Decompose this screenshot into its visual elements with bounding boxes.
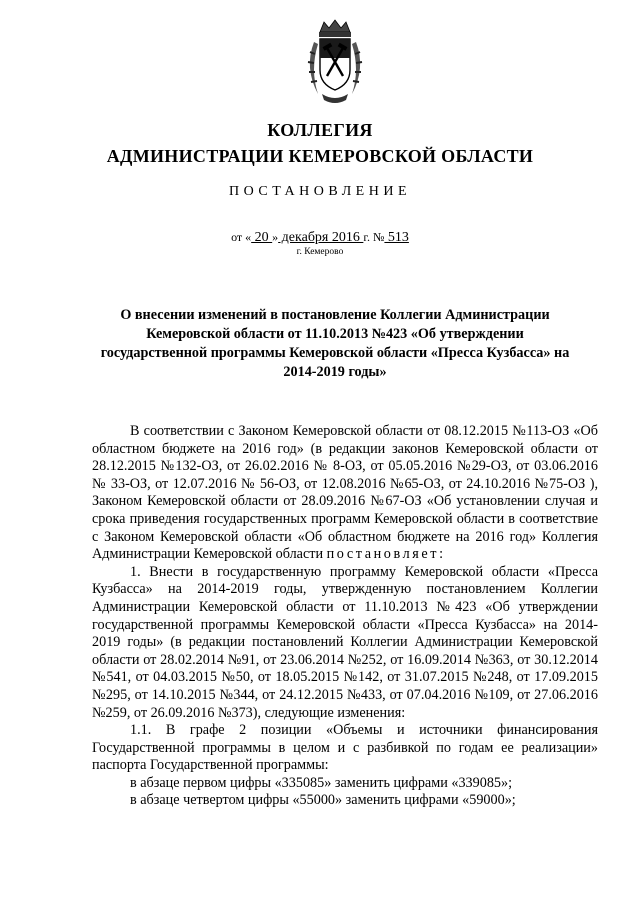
date-month-year: декабря 2016 <box>278 230 364 245</box>
preamble-text: В соответствии с Законом Кемеровской области от 08.12.2015 №113-ОЗ «Об областном бюджете на 2016 год» (в редакции законов Кемеровской области от 28.12.2015 №132-ОЗ, от 26.02.2016 № 8-ОЗ, от 05.05.2016 №29-ОЗ, от 03.06.2016 № 33-ОЗ, от 12.07.2016 № 56-ОЗ, от 12.08.2016 №65-ОЗ, от 24.10.2016 №75-ОЗ ), Законом Кемеровской области от 28.09.2016 №67-ОЗ «Об установлении случая и срока приведения государственных программ Кемеровской области в соответствие с Законом Кемеровской области «Об областном бюджете на 2016 год» Коллегия Администрации Кемеровской области <box>92 423 598 563</box>
document-body <box>92 423 598 810</box>
paragraph-amend-2: в абзаце четвертом цифры «55000» заменить цифрами «59000»; <box>130 792 516 809</box>
paragraph-item-1: 1. Внести в государственную программу Кемеровской области «Пресса Кузбасса» на 2014-2019 годы, утвержденную постановлением Коллегии Администрации Кемеровской области от 11.10.2013 №423 «Об утверждении государственной программы Кемеровской области «Пресса Кузбасса» на 2014-2019 годы» (в редакции постановлений Коллегии Администрации Кемеровской области от 28.02.2014 №91, от 23.06.2014 №252, от 16.09.2014 №363, от 30.12.2014 №541, от 04.03.2015 №50, от 18.05.2015 №142, от 31.07.2015 №248, от 17.09.2015 №295, от 14.10.2015 №344, от 24.12.2015 №433, от 07.04.2016 №109, от 27.06.2016 №259, от 26.09.2016 №373), следующие изменения: <box>92 563 598 721</box>
resolves-word: постановляет: <box>326 546 446 563</box>
paragraph-amend-1: в абзаце первом цифры «335085» заменить цифрами «339085»; <box>130 774 513 791</box>
document-type: ПОСТАНОВЛЕНИЕ <box>228 184 412 199</box>
org-name-line2: АДМИНИСТРАЦИИ КЕМЕРОВСКОЙ ОБЛАСТИ <box>106 146 534 166</box>
date-prefix: от « <box>231 230 252 244</box>
paragraph-preamble <box>92 423 598 564</box>
date-day: 20 <box>251 230 273 245</box>
date-line <box>0 230 640 246</box>
date-mid: » <box>272 230 279 244</box>
city: г. Кемерово <box>296 247 344 257</box>
document-number: 513 <box>384 230 409 245</box>
document-title: О внесении изменений в постановление Коллегии Администрации Кемеровской области от 11.10.2013 №423 «Об утверждении государственной программы Кемеровской области «Пресса Кузбасса» на 2014-2019 годы» <box>100 307 570 380</box>
date-year-suffix: г. № <box>363 230 385 244</box>
kemerovo-coat-of-arms-icon <box>300 18 370 106</box>
paragraph-item-1-1: 1.1. В графе 2 позиции «Объемы и источники финансирования Государственной программы в целом и с разбивкой по годам ее реализации» паспорта Государственной программы: <box>92 722 598 774</box>
org-name-line1: КОЛЛЕГИЯ <box>267 120 373 140</box>
